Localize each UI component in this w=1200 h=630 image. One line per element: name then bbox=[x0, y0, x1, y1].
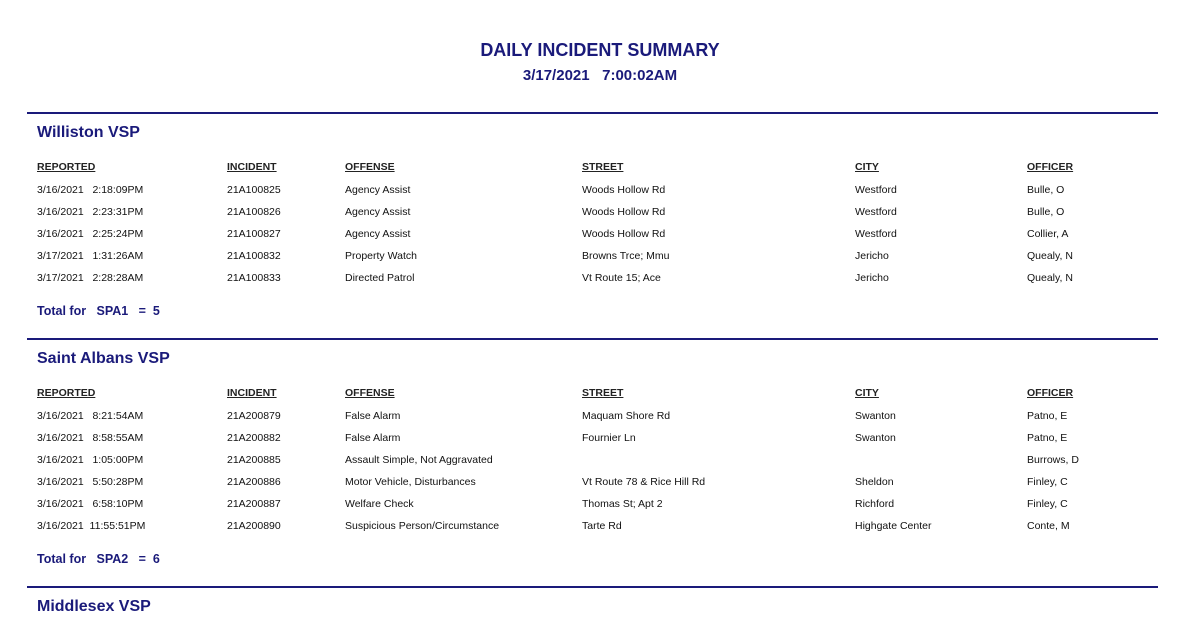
cell-officer: Conte, M bbox=[1027, 520, 1070, 532]
column-header-reported: REPORTED bbox=[37, 387, 96, 399]
cell-reported: 3/16/2021 2:25:24PM bbox=[37, 228, 144, 240]
cell-incident: 21A200887 bbox=[227, 498, 281, 510]
cell-officer: Bulle, O bbox=[1027, 184, 1065, 196]
column-header-city: CITY bbox=[855, 161, 879, 173]
total-equals: = bbox=[138, 304, 146, 318]
cell-street: Woods Hollow Rd bbox=[582, 206, 666, 218]
total-equals: = bbox=[138, 552, 146, 566]
cell-officer: Bulle, O bbox=[1027, 206, 1065, 218]
cell-city: Swanton bbox=[855, 432, 896, 444]
cell-officer: Patno, E bbox=[1027, 410, 1068, 422]
section-name: Saint Albans VSP bbox=[37, 350, 170, 367]
report-time: 7:00:02AM bbox=[602, 67, 678, 84]
column-header-incident: INCIDENT bbox=[227, 161, 277, 173]
cell-street: Vt Route 78 & Rice Hill Rd bbox=[582, 476, 706, 488]
cell-reported: 3/16/2021 2:18:09PM bbox=[37, 184, 144, 196]
cell-incident: 21A100825 bbox=[227, 184, 281, 196]
column-header-street: STREET bbox=[582, 387, 624, 399]
cell-street: Woods Hollow Rd bbox=[582, 228, 666, 240]
cell-officer: Collier, A bbox=[1027, 228, 1069, 240]
cell-incident: 21A200879 bbox=[227, 410, 281, 422]
cell-officer: Quealy, N bbox=[1027, 272, 1073, 284]
cell-offense: False Alarm bbox=[345, 432, 401, 444]
section-divider bbox=[27, 338, 1158, 340]
cell-offense: Agency Assist bbox=[345, 228, 411, 240]
cell-street: Vt Route 15; Ace bbox=[582, 272, 661, 284]
total-label: Total for bbox=[37, 552, 87, 566]
cell-city: Highgate Center bbox=[855, 520, 932, 532]
cell-street: Thomas St; Apt 2 bbox=[582, 498, 663, 510]
cell-city: Westford bbox=[855, 184, 897, 196]
cell-incident: 21A200886 bbox=[227, 476, 281, 488]
cell-officer: Burrows, D bbox=[1027, 454, 1079, 466]
report-title: DAILY INCIDENT SUMMARY bbox=[480, 40, 720, 60]
cell-reported: 3/16/2021 8:21:54AM bbox=[37, 410, 144, 422]
total-count: 5 bbox=[152, 304, 160, 318]
cell-incident: 21A200882 bbox=[227, 432, 281, 444]
cell-city: Jericho bbox=[855, 250, 889, 262]
cell-officer: Finley, C bbox=[1027, 476, 1068, 488]
cell-street: Woods Hollow Rd bbox=[582, 184, 666, 196]
total-label: Total for bbox=[37, 304, 87, 318]
cell-reported: 3/17/2021 2:28:28AM bbox=[37, 272, 144, 284]
cell-reported: 3/17/2021 1:31:26AM bbox=[37, 250, 144, 262]
cell-city: Westford bbox=[855, 206, 897, 218]
column-header-officer: OFFICER bbox=[1027, 161, 1074, 173]
cell-city: Sheldon bbox=[855, 476, 894, 488]
cell-offense: Agency Assist bbox=[345, 184, 411, 196]
cell-street: Maquam Shore Rd bbox=[582, 410, 671, 422]
section-divider bbox=[27, 112, 1158, 114]
section-name: Middlesex VSP bbox=[37, 598, 151, 615]
column-header-city: CITY bbox=[855, 387, 879, 399]
cell-street: Tarte Rd bbox=[582, 520, 622, 532]
cell-reported: 3/16/2021 5:50:28PM bbox=[37, 476, 144, 488]
report-datetime bbox=[0, 67, 1200, 84]
section-total bbox=[37, 552, 160, 566]
cell-incident: 21A100833 bbox=[227, 272, 281, 284]
cell-officer: Patno, E bbox=[1027, 432, 1068, 444]
column-header-reported: REPORTED bbox=[37, 161, 96, 173]
cell-incident: 21A200885 bbox=[227, 454, 281, 466]
cell-offense: False Alarm bbox=[345, 410, 401, 422]
cell-city: Jericho bbox=[855, 272, 889, 284]
column-header-incident: INCIDENT bbox=[227, 387, 277, 399]
cell-city: Swanton bbox=[855, 410, 896, 422]
column-header-offense: OFFENSE bbox=[345, 161, 395, 173]
cell-offense: Assault Simple, Not Aggravated bbox=[345, 454, 493, 466]
section-divider bbox=[27, 586, 1158, 588]
total-code: SPA1 bbox=[96, 304, 129, 318]
cell-offense: Motor Vehicle, Disturbances bbox=[345, 476, 476, 488]
cell-reported: 3/16/2021 1:05:00PM bbox=[37, 454, 144, 466]
cell-offense: Welfare Check bbox=[345, 498, 414, 510]
total-count: 6 bbox=[152, 552, 160, 566]
cell-incident: 21A100832 bbox=[227, 250, 281, 262]
cell-reported: 3/16/2021 11:55:51PM bbox=[37, 520, 146, 532]
cell-incident: 21A100826 bbox=[227, 206, 281, 218]
column-header-street: STREET bbox=[582, 161, 624, 173]
column-header-offense: OFFENSE bbox=[345, 387, 395, 399]
total-code: SPA2 bbox=[96, 552, 129, 566]
cell-incident: 21A200890 bbox=[227, 520, 281, 532]
cell-incident: 21A100827 bbox=[227, 228, 281, 240]
cell-street: Browns Trce; Mmu bbox=[582, 250, 670, 262]
cell-street: Fournier Ln bbox=[582, 432, 636, 444]
section-total bbox=[37, 304, 160, 318]
report-date: 3/17/2021 bbox=[522, 67, 590, 84]
cell-offense: Directed Patrol bbox=[345, 272, 415, 284]
cell-officer: Quealy, N bbox=[1027, 250, 1073, 262]
cell-officer: Finley, C bbox=[1027, 498, 1068, 510]
cell-reported: 3/16/2021 8:58:55AM bbox=[37, 432, 144, 444]
cell-offense: Property Watch bbox=[345, 250, 417, 262]
column-header-officer: OFFICER bbox=[1027, 387, 1074, 399]
cell-reported: 3/16/2021 6:58:10PM bbox=[37, 498, 144, 510]
cell-city: Westford bbox=[855, 228, 897, 240]
cell-reported: 3/16/2021 2:23:31PM bbox=[37, 206, 144, 218]
cell-offense: Suspicious Person/Circumstance bbox=[345, 520, 500, 532]
cell-offense: Agency Assist bbox=[345, 206, 411, 218]
section-name: Williston VSP bbox=[37, 124, 140, 141]
cell-city: Richford bbox=[855, 498, 895, 510]
